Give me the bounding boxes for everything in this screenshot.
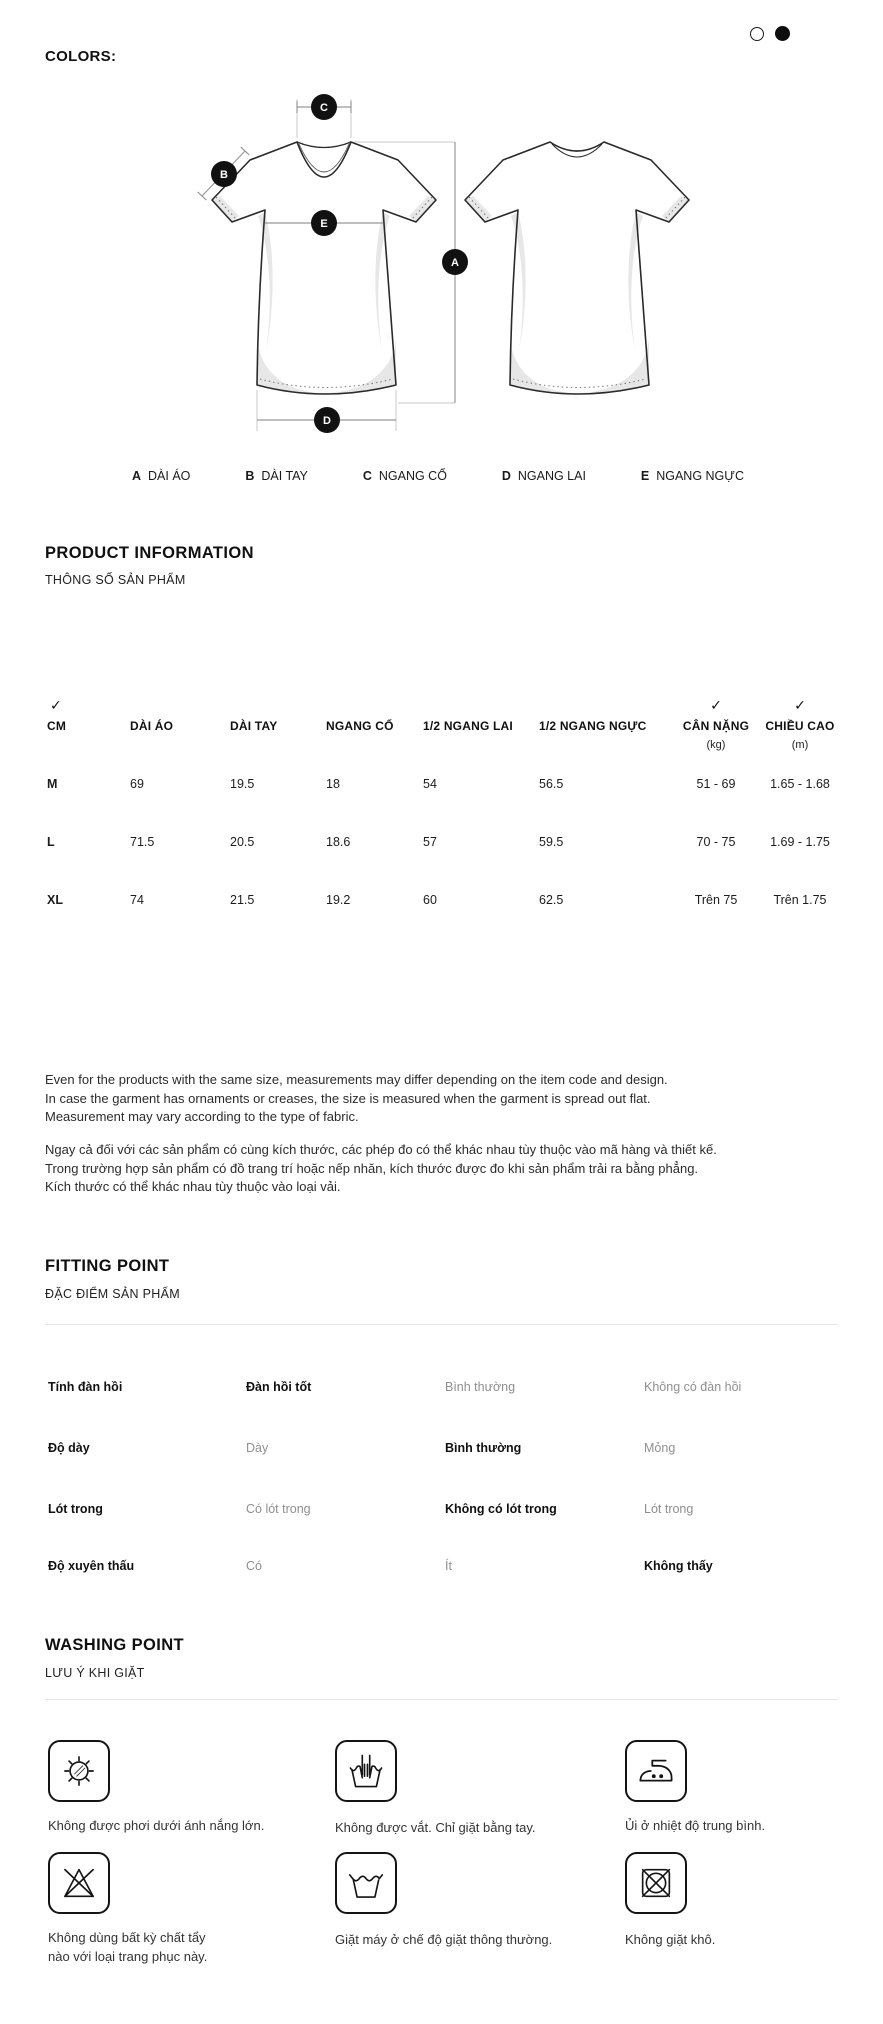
svg-text:C: C (320, 102, 328, 115)
fitting-row-transparency (48, 1559, 838, 1573)
care-caption: Không dùng bất kỳ chất tẩy nào với loại trang phục này. (48, 1930, 208, 1964)
col-ngang-nguc: 1/2 NGANG NGỰC (539, 719, 647, 733)
size-cell: M (47, 777, 58, 791)
tshirt-back (465, 142, 689, 394)
washing-point-title: WASHING POINT (45, 1636, 185, 1654)
col-ngang-lai: 1/2 NGANG LAI (423, 719, 513, 733)
size-table-row-l: L 71.5 20.5 18.6 57 59.5 70 - 75 1.69 - 1.75 (47, 835, 830, 849)
care-caption: Giặt máy ở chế độ giặt thông thường. (335, 1932, 553, 1947)
fitting-option: Không có đàn hồi (644, 1380, 742, 1394)
svg-text:D: D (323, 415, 331, 428)
measure-point-A (442, 249, 468, 275)
measurement-note-vi: Ngay cả đối với các sản phẩm có cùng kích thước, các phép đo có thể khác nhau tùy thuộc vào mã hàng và thiết kế. Trong trường hợp sản phẩm có đồ trang trí hoặc nếp nhăn, kích thước được đo khi sản phẩm trải ra bằng phẳng. Kích thước có thể khác nhau tùy thuộc vào loại vải. (45, 1142, 717, 1195)
fitting-label: Lót trong (48, 1502, 103, 1516)
size-table-row-m: M 69 19.5 18 54 56.5 51 - 69 1.65 - 1.68 (47, 777, 830, 791)
fitting-option: Mỏng (644, 1441, 676, 1455)
svg-text:A: A (451, 257, 459, 270)
care-caption: Ủi ở nhiệt độ trung bình. (625, 1818, 766, 1833)
care-symbol-box (48, 1852, 110, 1914)
fitting-label: Độ xuyên thấu (48, 1559, 135, 1573)
fitting-point-title: FITTING POINT (45, 1257, 170, 1275)
size-table-check-row (47, 697, 838, 714)
tshirt-front (212, 142, 436, 394)
no-dry-clean-icon (633, 1860, 679, 1906)
no-bleach-icon (56, 1860, 102, 1906)
measure-point-E (311, 210, 337, 236)
fitting-point-subtitle: ĐẶC ĐIỂM SẢN PHẨM (45, 1287, 180, 1301)
col-chieu-cao-unit: (m) (791, 739, 809, 751)
col-ngang-co: NGANG CỔ (326, 719, 394, 733)
legend-item: A DÀI ÁO (132, 469, 191, 483)
care-symbol-box (335, 1852, 397, 1914)
divider (45, 1699, 838, 1700)
size-cell: L (47, 835, 55, 849)
care-symbol-box (625, 1740, 687, 1802)
measurement-legend (132, 469, 744, 483)
legend-item: C NGANG CỔ (362, 469, 447, 483)
col-can-nang-unit: (kg) (706, 739, 726, 751)
fitting-option: Không thấy (644, 1559, 713, 1573)
washing-point-subtitle: LƯU Ý KHI GIẶT (45, 1666, 145, 1680)
care-symbol-box (335, 1740, 397, 1802)
legend-item: B DÀI TAY (245, 469, 308, 483)
fitting-label: Độ dày (48, 1441, 90, 1455)
fitting-option: Không có lót trong (445, 1502, 557, 1516)
col-unit: CM (47, 719, 67, 733)
no-sun-dry-icon (56, 1748, 102, 1794)
fitting-row-lining (48, 1502, 838, 1516)
fitting-option: Có lót trong (246, 1502, 311, 1516)
col-dai-ao: DÀI ÁO (130, 719, 174, 733)
legend-item: D NGANG LAI (501, 469, 586, 483)
iron-medium-icon (633, 1748, 679, 1794)
check-icon: ✓ (50, 697, 62, 713)
fitting-option: Ít (445, 1559, 452, 1573)
tshirt-measurement-diagram (140, 85, 720, 445)
fitting-row-thickness (48, 1441, 838, 1455)
fitting-option: Bình thường (445, 1380, 516, 1394)
divider (45, 1324, 838, 1325)
col-chieu-cao: CHIỀU CAO (m) (762, 719, 838, 751)
colors-label: COLORS: (45, 48, 117, 65)
product-information-subtitle: THÔNG SỐ SẢN PHẨM (45, 573, 186, 587)
color-swatch-white[interactable] (750, 27, 764, 41)
care-symbol-box (625, 1852, 687, 1914)
fitting-row-elasticity (48, 1380, 838, 1394)
measure-point-D (314, 407, 340, 433)
color-swatch-black[interactable] (775, 26, 790, 41)
care-caption: Không được vắt. Chỉ giặt bằng tay. (335, 1820, 536, 1835)
size-table-header (47, 719, 838, 751)
size-table-row-xl: XL 74 21.5 19.2 60 62.5 Trên 75 Trên 1.75 (47, 893, 827, 907)
hand-wash-icon (343, 1748, 389, 1794)
col-dai-tay: DÀI TAY (230, 719, 278, 733)
check-icon: ✓ (710, 697, 722, 713)
fitting-option: Có (246, 1559, 262, 1573)
legend-item: E NGANG NGỰC (640, 469, 744, 483)
measure-point-B (211, 161, 237, 187)
fitting-option: Dày (246, 1441, 269, 1455)
care-caption: Không giặt khô. (625, 1932, 716, 1947)
measure-point-C (311, 94, 337, 120)
product-information-title: PRODUCT INFORMATION (45, 544, 254, 562)
care-caption: Không được phơi dưới ánh nắng lớn. (48, 1818, 265, 1833)
care-symbol-box (48, 1740, 110, 1802)
machine-wash-icon (343, 1860, 389, 1906)
fitting-option: Đàn hồi tốt (246, 1380, 312, 1394)
svg-text:B: B (220, 169, 228, 182)
svg-text:E: E (320, 218, 328, 231)
col-can-nang: CÂN NẶNG (kg) (670, 719, 762, 751)
fitting-option: Bình thường (445, 1441, 522, 1455)
measurement-note-en: Even for the products with the same size, measurements may differ depending on the item code and design. In case the garment has ornaments or creases, the size is measured when the garment is spread out flat. Measurement may vary according to the type of fabric. (45, 1072, 668, 1125)
fitting-label: Tính đàn hồi (48, 1380, 123, 1394)
size-cell: XL (47, 893, 63, 907)
check-icon: ✓ (794, 697, 806, 713)
fitting-option: Lót trong (644, 1502, 694, 1516)
